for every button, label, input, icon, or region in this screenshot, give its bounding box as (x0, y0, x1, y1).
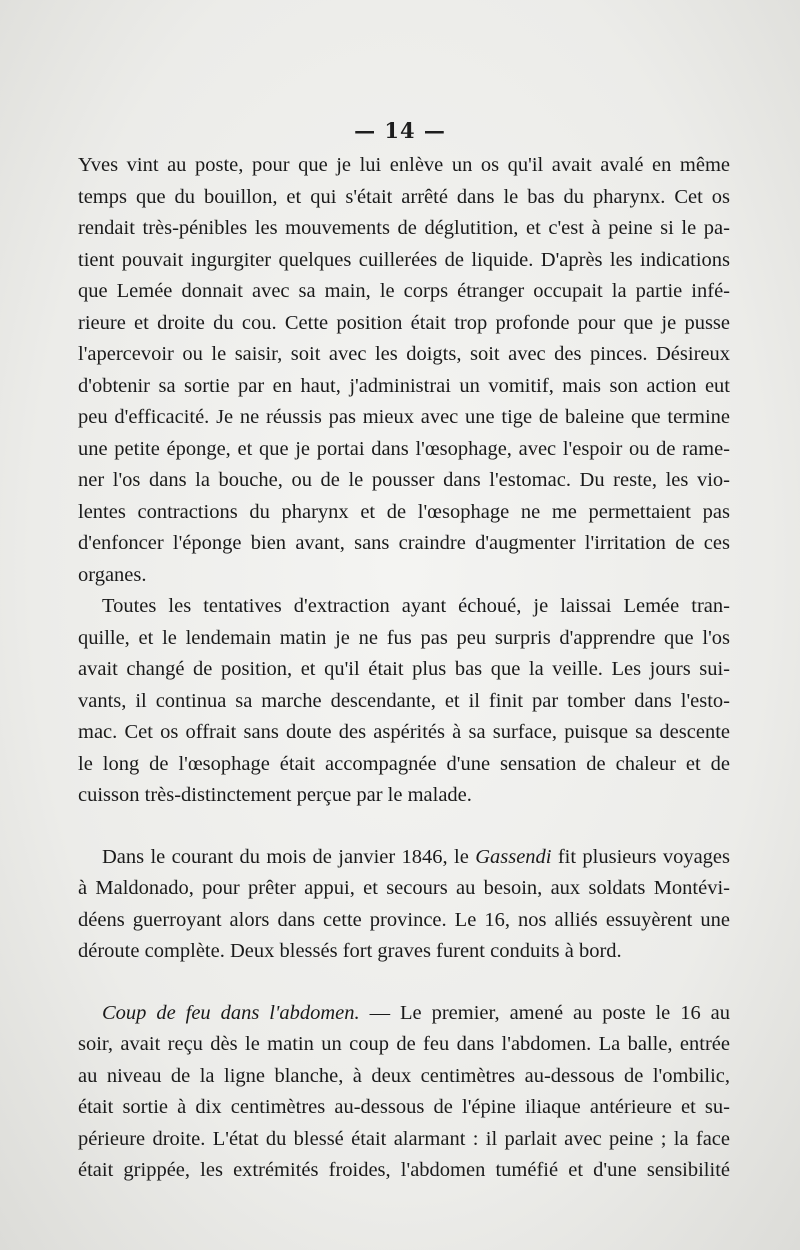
page-body (78, 150, 730, 1187)
text-line (78, 842, 730, 874)
text-line: tient pouvait ingurgiter quelques cuillerées de liquide. D'après les indications (78, 248, 730, 271)
text-line: le long de l'œsophage était accompagnée d'une sensation de chaleur et de (78, 752, 730, 775)
text-line: rieure et droite du cou. Cette position était trop profonde pour que je pusse (78, 311, 730, 334)
text-line: à Maldonado, pour prêter appui, et secours au besoin, aux soldats Montévi- (78, 877, 730, 899)
text-line: était grippée, les extrémités froides, l'abdomen tuméfié et d'une sensibilité (78, 1159, 730, 1181)
text-line: ner l'os dans la bouche, ou de le pousser dans l'estomac. Du reste, les vio- (78, 469, 730, 491)
text-line: était sortie à dix centimètres au-dessous de l'épine iliaque antérieure et su- (78, 1096, 730, 1118)
ship-name: Gassendi (475, 845, 552, 868)
text-line: l'apercevoir ou le saisir, soit avec les doigts, soit avec des pinces. Désireux (78, 343, 730, 365)
text-line: soir, avait reçu dès le matin un coup de feu dans l'abdomen. La balle, entrée (78, 1033, 730, 1055)
text-line: au niveau de la ligne blanche, à deux centimètres au-dessous de l'ombilic, (78, 1064, 730, 1087)
text-line: une petite éponge, et que je portai dans l'œsophage, avec l'espoir ou de rame- (78, 437, 730, 460)
text-line: déens guerroyant alors dans cette province. Le 16, nos alliés essuyèrent une (78, 908, 730, 931)
paragraph-gap (78, 812, 730, 842)
text-segment: fit plusieurs voyages (557, 845, 730, 868)
section-heading: Coup de feu dans l'abdomen. (102, 1001, 360, 1024)
text-line: vants, il continua sa marche descendante, et il finit par tomber dans l'esto- (78, 689, 730, 712)
page-number: — 14 — (354, 118, 446, 143)
text-line: d'obtenir sa sortie par en haut, j'administrai un vomitif, mais son action eut (78, 374, 730, 397)
text-line: lentes contractions du pharynx et de l'œsophage ne me permettaient pas (78, 500, 730, 523)
text-line: mac. Cet os offrait sans doute des aspérités à sa surface, puisque sa descente (78, 721, 730, 743)
text-line: d'enfoncer l'éponge bien avant, sans craindre d'augmenter l'irritation de ces (78, 532, 730, 554)
text-line: quille, et le lendemain matin je ne fus pas peu surpris d'apprendre que l'os (78, 626, 730, 649)
text-line: Toutes les tentatives d'extraction ayant échoué, je laissai Lemée tran- (102, 595, 730, 617)
text-line: Yves vint au poste, pour que je lui enlève un os qu'il avait avalé en même (78, 154, 730, 176)
text-line: avait changé de position, et qu'il était plus bas que la veille. Les jours sui- (78, 658, 730, 680)
text-segment: Dans le courant du mois de janvier 1846, le (102, 845, 469, 868)
text-line: déroute complète. Deux blessés fort graves furent conduits à bord. (78, 940, 622, 962)
text-line: temps que du bouillon, et qui s'était arrêté dans le bas du pharynx. Cet os (78, 185, 730, 208)
paragraph-2 (78, 591, 730, 812)
text-line (78, 998, 730, 1030)
text-line: rendait très-pénibles les mouvements de déglutition, et c'est à peine si le pa- (78, 217, 730, 239)
paragraph-1 (78, 150, 730, 591)
text-line: cuisson très-distinctement perçue par le malade. (78, 784, 472, 806)
text-line: que Lemée donnait avec sa main, le corps étranger occupait la partie infé- (78, 280, 730, 302)
text-segment: — Le premier, amené au poste le 16 au (369, 1001, 730, 1024)
paragraph-gap (78, 968, 730, 998)
text-line: périeure droite. L'état du blessé était alarmant : il parlait avec peine ; la face (78, 1127, 730, 1150)
paragraph-3 (78, 842, 730, 968)
text-line: peu d'efficacité. Je ne réussis pas mieux avec une tige de baleine que termine (78, 406, 730, 428)
text-line: organes. (78, 563, 147, 586)
paragraph-4 (78, 998, 730, 1187)
